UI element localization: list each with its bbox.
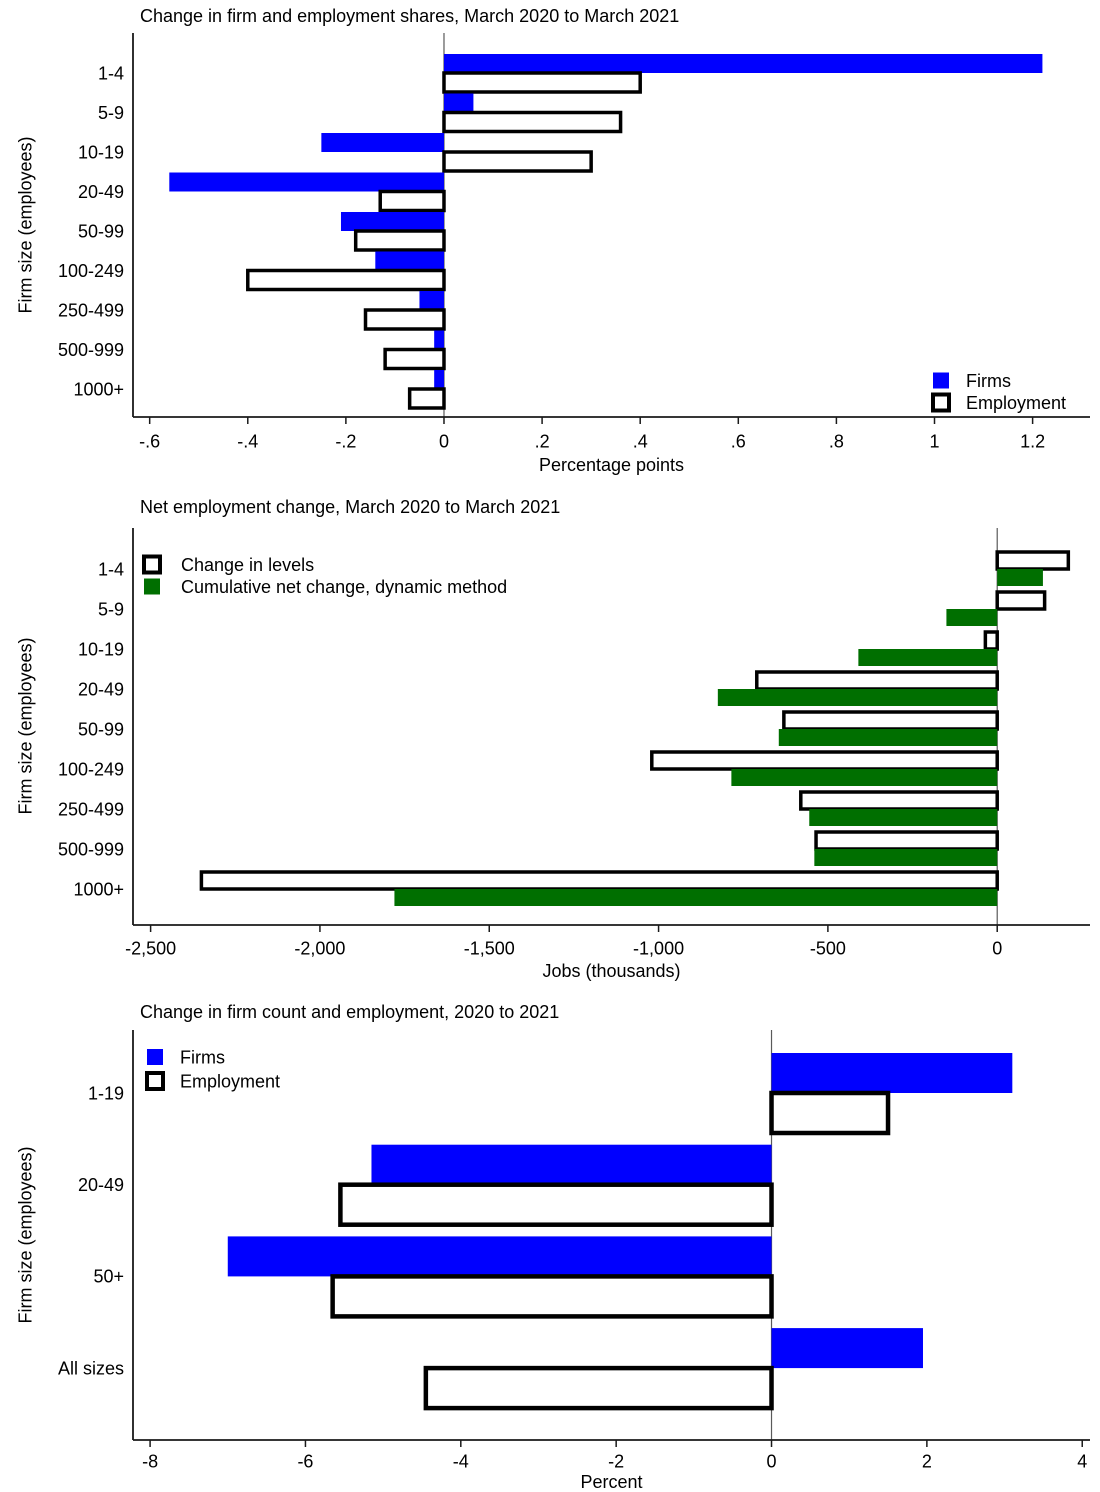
xtick-label-4: 4: [1077, 1451, 1088, 1472]
chart2-xaxis-title: Jobs (thousands): [542, 961, 681, 981]
chart3-yaxis-title: Firm size (employees): [15, 1146, 36, 1324]
bar-20-49-firms: [371, 1145, 771, 1185]
legend-swatch-solid: [147, 1049, 163, 1065]
chart1-yaxis-title: Firm size (employees): [15, 136, 36, 314]
bar-20-49-firms: [169, 173, 444, 192]
bar-All sizes-firms: [772, 1328, 923, 1368]
bar-5-9-firms: [444, 94, 473, 113]
bar-1000+-firms: [434, 370, 444, 389]
bar-50-99-firms: [341, 212, 444, 231]
xtick-label-0: 0: [992, 938, 1003, 959]
xtick-label--8: -8: [142, 1451, 159, 1472]
bar-5-9-employment: [444, 113, 621, 132]
bar-1-4-change-in-levels: [997, 552, 1068, 569]
bar-1-4-cumulative-net-change-dynamic-method: [997, 569, 1043, 586]
bar-50+-firms: [228, 1236, 772, 1276]
xtick-label--1,500: -1,500: [463, 938, 515, 959]
bar-1000+-cumulative-net-change-dynamic-method: [394, 889, 997, 906]
chart1-title: Change in firm and employment shares, March 2020 to March 2021: [140, 6, 680, 26]
legend-swatch-outline: [933, 395, 949, 411]
legend-swatch-outline: [147, 1073, 163, 1089]
ytick-label-50+: 50+: [93, 1266, 124, 1287]
bar-250-499-change-in-levels: [801, 792, 997, 809]
xtick-label--1,000: -1,000: [633, 938, 685, 959]
bar-1-19-firms: [772, 1053, 1013, 1093]
ytick-label-All sizes: All sizes: [57, 1358, 124, 1379]
bar-500-999-firms: [434, 331, 444, 350]
ytick-label-1-19: 1-19: [87, 1083, 124, 1104]
xtick-label--.4: -.4: [237, 431, 259, 452]
ytick-label-50-99: 50-99: [77, 719, 124, 740]
ytick-label-250-499: 250-499: [57, 799, 124, 820]
bar-1000+-change-in-levels: [201, 872, 997, 889]
legend-swatch-solid: [933, 373, 949, 389]
bar-500-999-change-in-levels: [816, 832, 997, 849]
ytick-label-1000+: 1000+: [73, 379, 124, 400]
legend-label-cumulative-net-change-dynamic-method: Cumulative net change, dynamic method: [181, 576, 508, 597]
xtick-label--2,000: -2,000: [294, 938, 346, 959]
bar-20-49-employment: [340, 1185, 771, 1225]
legend-label-employment: Employment: [180, 1071, 281, 1092]
xtick-label-.8: .8: [828, 431, 844, 452]
legend-label-employment: Employment: [966, 392, 1067, 413]
chart-3: [58, 1030, 1090, 1471]
ytick-label-20-49: 20-49: [77, 679, 124, 700]
ytick-label-50-99: 50-99: [77, 221, 124, 242]
ytick-label-500-999: 500-999: [57, 339, 124, 360]
bar-100-249-change-in-levels: [652, 752, 997, 769]
bar-100-249-firms: [375, 252, 444, 271]
xtick-label--500: -500: [809, 938, 846, 959]
bar-50-99-change-in-levels: [784, 712, 997, 729]
xtick-label-0: 0: [438, 431, 449, 452]
bar-500-999-cumulative-net-change-dynamic-method: [814, 849, 997, 866]
bar-10-19-cumulative-net-change-dynamic-method: [858, 649, 997, 666]
xtick-label--.2: -.2: [335, 431, 357, 452]
bar-10-19-employment: [444, 152, 591, 171]
xtick-label-0: 0: [766, 1451, 777, 1472]
legend-label-change-in-levels: Change in levels: [181, 554, 315, 575]
chart-1: [58, 33, 1090, 451]
bar-500-999-employment: [385, 350, 444, 369]
bar-1-4-employment: [444, 73, 640, 92]
bar-50-99-cumulative-net-change-dynamic-method: [779, 729, 997, 746]
xtick-label--4: -4: [452, 1451, 469, 1472]
bar-1000+-employment: [410, 389, 444, 408]
legend-label-firms: Firms: [180, 1047, 225, 1068]
ytick-label-500-999: 500-999: [57, 839, 124, 860]
legend: [933, 371, 1066, 413]
legend: [147, 1047, 280, 1091]
ytick-label-250-499: 250-499: [57, 300, 124, 321]
bar-250-499-cumulative-net-change-dynamic-method: [809, 809, 997, 826]
legend: [144, 555, 507, 597]
bar-100-249-employment: [248, 271, 444, 290]
xtick-label-.4: .4: [632, 431, 648, 452]
ytick-label-5-9: 5-9: [97, 102, 124, 123]
ytick-label-10-19: 10-19: [77, 142, 124, 163]
ytick-label-1-4: 1-4: [97, 559, 124, 580]
bar-250-499-firms: [419, 291, 444, 310]
bar-100-249-cumulative-net-change-dynamic-method: [731, 769, 997, 786]
bar-20-49-employment: [380, 192, 444, 211]
bar-5-9-change-in-levels: [997, 592, 1044, 609]
xtick-label-.2: .2: [534, 431, 550, 452]
bar-50+-employment: [333, 1276, 772, 1316]
chart3-title: Change in firm count and employment, 2020 to 2021: [140, 1002, 560, 1022]
xtick-label-2: 2: [921, 1451, 932, 1472]
bar-5-9-cumulative-net-change-dynamic-method: [946, 609, 997, 626]
ytick-label-100-249: 100-249: [57, 759, 124, 780]
bar-10-19-firms: [321, 133, 444, 152]
xtick-label-.6: .6: [730, 431, 746, 452]
bar-20-49-cumulative-net-change-dynamic-method: [718, 689, 997, 706]
legend-swatch-outline: [144, 557, 160, 573]
ytick-label-20-49: 20-49: [77, 181, 124, 202]
bar-250-499-employment: [366, 310, 444, 329]
chart3-xaxis-title: Percent: [580, 1472, 643, 1492]
chart2-yaxis-title: Firm size (employees): [15, 637, 36, 815]
ytick-label-1000+: 1000+: [73, 879, 124, 900]
bar-All sizes-employment: [426, 1368, 772, 1408]
chart2-title: Net employment change, March 2020 to March 2021: [140, 497, 561, 517]
legend-label-firms: Firms: [966, 370, 1011, 391]
ytick-label-5-9: 5-9: [97, 599, 124, 620]
ytick-label-20-49: 20-49: [77, 1175, 124, 1195]
ytick-label-1-4: 1-4: [97, 63, 124, 84]
chart1-xaxis-title: Percentage points: [538, 455, 685, 475]
bar-1-4-firms: [444, 54, 1042, 73]
xtick-label-1: 1: [929, 431, 940, 452]
ytick-label-100-249: 100-249: [57, 260, 124, 281]
ytick-label-10-19: 10-19: [77, 639, 124, 660]
bar-50-99-employment: [356, 231, 444, 250]
xtick-label--2,500: -2,500: [125, 938, 177, 959]
legend-swatch-solid: [144, 579, 160, 595]
xtick-label-1.2: 1.2: [1020, 431, 1046, 452]
bar-1-19-employment: [772, 1093, 889, 1133]
xtick-label--6: -6: [297, 1451, 314, 1472]
bar-20-49-change-in-levels: [757, 672, 997, 689]
chart-2: [58, 528, 1090, 958]
bar-10-19-change-in-levels: [985, 632, 997, 649]
xtick-label--.6: -.6: [139, 431, 161, 452]
xtick-label--2: -2: [608, 1451, 625, 1472]
